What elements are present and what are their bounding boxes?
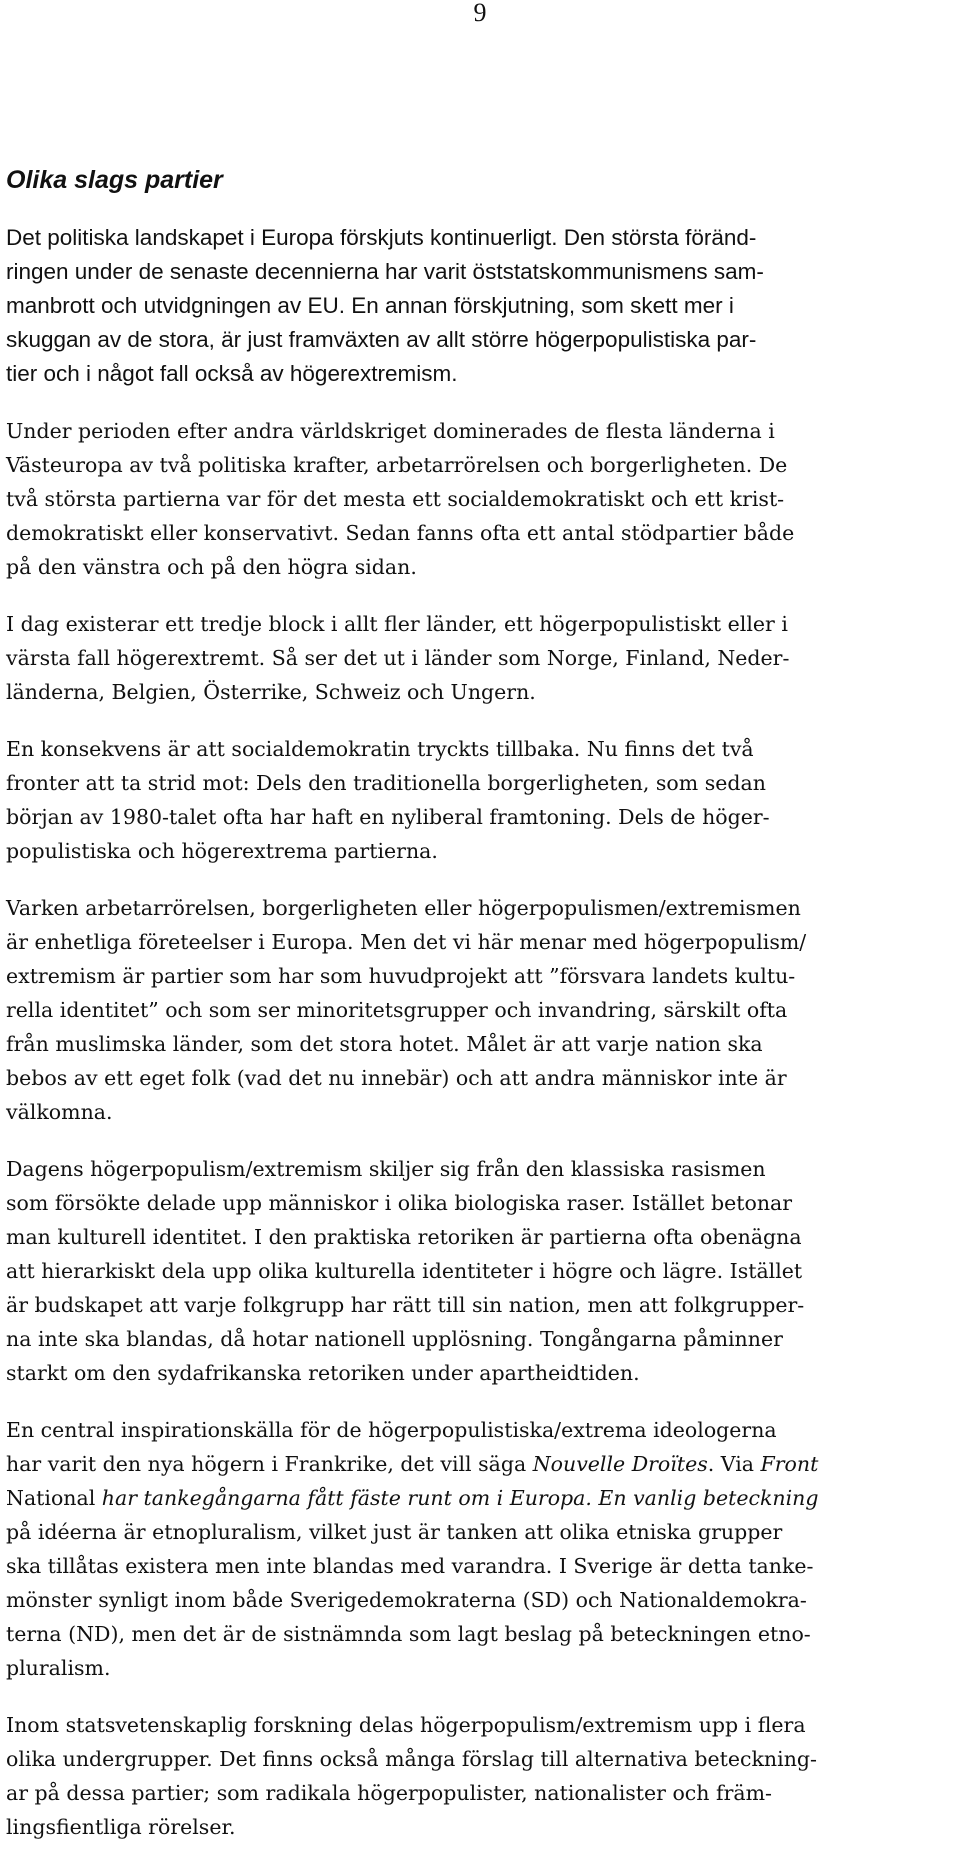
text-segment: på idéerna är etnopluralism, vilket just är tanken att olika etniska grupper [6,1520,783,1544]
text-segment: En central inspirationskälla för de högerpopulistiska/extrema ideologerna [6,1418,777,1442]
paragraph-list [6,221,952,1844]
paragraph [6,1708,952,1844]
text-line [6,414,952,448]
text-line [6,1220,952,1254]
text-segment: har varit den nya högern i Frankrike, det vill säga [6,1452,533,1476]
text-line [6,550,952,584]
text-segment: Västeuropa av två politiska krafter, arbetarrörelsen och borgerligheten. De [6,453,788,477]
text-line [6,448,952,482]
text-line [6,1061,952,1095]
paragraph [6,221,952,391]
text-line [6,891,952,925]
text-line [6,289,952,323]
text-segment: välkomna. [6,1100,113,1124]
text-line [6,221,952,255]
text-line [6,607,952,641]
text-segment: ska tillåtas existera men inte blandas med varandra. I Sverige är detta tanke- [6,1554,814,1578]
text-segment: olika undergrupper. Det finns också många förslag till alternativa beteckning- [6,1747,817,1771]
italic-text: har tankegångarna fått fäste runt om i Europa. En vanlig beteckning [95,1486,819,1510]
text-segment: Dagens högerpopulism/extremism skiljer sig från den klassiska rasismen [6,1157,766,1181]
text-segment: populistiska och högerextrema partierna. [6,839,438,863]
text-line [6,323,952,357]
text-line [6,766,952,800]
text-segment: extremism är partier som har som huvudprojekt att ”försvara landets kultu- [6,964,796,988]
text-segment: starkt om den sydafrikanska retoriken under apartheidtiden. [6,1361,640,1385]
text-segment: två största partierna var för det mesta ett socialdemokratiskt och ett krist- [6,487,785,511]
paragraph [6,891,952,1129]
text-line [6,1027,952,1061]
text-line [6,1742,952,1776]
text-segment: från muslimska länder, som det stora hotet. Målet är att varje nation ska [6,1032,763,1056]
text-line [6,1152,952,1186]
text-line [6,1651,952,1685]
text-segment: ar på dessa partier; som radikala högerpopulister, nationalister och främ- [6,1781,772,1805]
text-line [6,1356,952,1390]
page-number: 9 [473,0,487,27]
text-segment: fronter att ta strid mot: Dels den traditionella borgerligheten, som sedan [6,771,766,795]
text-segment: mönster synligt inom både Sverigedemokraterna (SD) och Nationaldemokra- [6,1588,807,1612]
text-line [6,675,952,709]
text-segment: rella identitet” och som ser minoritetsgrupper och invandring, särskilt ofta [6,998,788,1022]
text-segment: Inom statsvetenskaplig forskning delas högerpopulism/extremism upp i flera [6,1713,806,1737]
text-line [6,834,952,868]
text-segment: skuggan av de stora, är just framväxten av allt större högerpopulistiska par- [6,327,757,352]
text-segment: National [6,1486,96,1510]
paragraph [6,732,952,868]
paragraph [6,607,952,709]
text-segment: lingsfientliga rörelser. [6,1815,236,1839]
text-line [6,641,952,675]
text-segment: ringen under de senaste decennierna har varit öststatskommunismens sam- [6,259,764,284]
text-segment: Varken arbetarrörelsen, borgerligheten eller högerpopulismen/extremismen [6,896,801,920]
text-line [6,516,952,550]
text-segment: Under perioden efter andra världskriget dominerades de flesta länderna i [6,419,775,443]
text-line [6,993,952,1027]
text-segment: tier och i något fall också av högerextremism. [6,361,458,386]
text-segment: terna (ND), men det är de sistnämnda som lagt beslag på beteckningen etno- [6,1622,811,1646]
text-segment: att hierarkiskt dela upp olika kulturella identiteter i högre och lägre. Istället [6,1259,803,1283]
text-segment: början av 1980-talet ofta har haft en nyliberal framtoning. Dels de höger- [6,805,770,829]
section-heading: Olika slags partier [6,166,223,194]
text-line [6,732,952,766]
document-body [6,163,952,1867]
text-segment: I dag existerar ett tredje block i allt fler länder, ett högerpopulistiskt eller i [6,612,788,636]
paragraph [6,414,952,584]
text-line [6,1186,952,1220]
text-line [6,1549,952,1583]
text-line [6,1776,952,1810]
text-line [6,800,952,834]
text-segment: manbrott och utvidgningen av EU. En annan förskjutning, som skett mer i [6,293,734,318]
text-line [6,1617,952,1651]
text-segment: . Via [707,1452,761,1476]
text-segment: är budskapet att varje folkgrupp har rätt till sin nation, men att folkgrupper- [6,1293,805,1317]
text-segment: En konsekvens är att socialdemokratin tryckts tillbaka. Nu finns det två [6,737,754,761]
text-segment: värsta fall högerextremt. Så ser det ut i länder som Norge, Finland, Neder- [6,646,790,670]
text-segment: man kulturell identitet. I den praktiska retoriken är partierna ofta obenägna [6,1225,802,1249]
text-line [6,959,952,993]
text-segment: demokratiskt eller konservativt. Sedan fanns ofta ett antal stödpartier både [6,521,795,545]
text-line [6,1288,952,1322]
text-line [6,357,952,391]
text-segment: pluralism. [6,1656,111,1680]
text-line [6,1515,952,1549]
paragraph [6,1413,952,1685]
text-line [6,1413,952,1447]
italic-text: Front [760,1452,819,1476]
italic-text: Nouvelle Droïtes [532,1452,708,1476]
text-line [6,1583,952,1617]
text-line [6,1447,952,1481]
text-line [6,1708,952,1742]
text-segment: bebos av ett eget folk (vad det nu innebär) och att andra människor inte är [6,1066,787,1090]
text-segment: som försökte delade upp människor i olika biologiska raser. Istället betonar [6,1191,793,1215]
text-segment: är enhetliga företeelser i Europa. Men det vi här menar med högerpopulism/ [6,930,807,954]
text-segment: na inte ska blandas, då hotar nationell upplösning. Tongångarna påminner [6,1327,783,1351]
text-line [6,1254,952,1288]
text-segment: Det politiska landskapet i Europa förskjuts kontinuerligt. Den största föränd- [6,225,757,250]
text-line [6,1810,952,1844]
paragraph [6,1152,952,1390]
text-line [6,1481,952,1515]
text-line [6,925,952,959]
text-line [6,482,952,516]
text-line [6,255,952,289]
text-segment: på den vänstra och på den högra sidan. [6,555,417,579]
text-segment: länderna, Belgien, Österrike, Schweiz och Ungern. [6,680,536,704]
text-line [6,1322,952,1356]
text-line [6,1095,952,1129]
